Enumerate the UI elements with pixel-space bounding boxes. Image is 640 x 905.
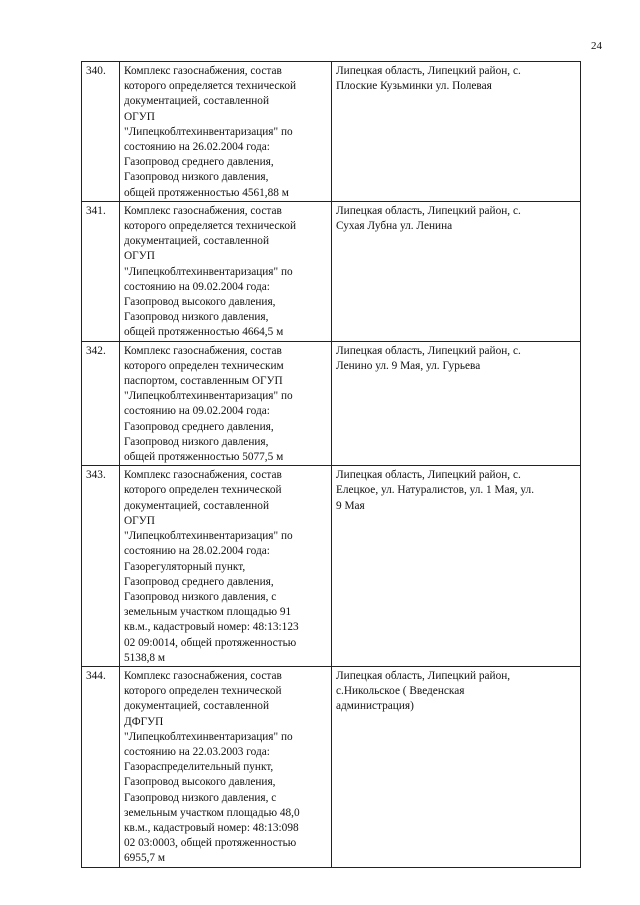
- table-row: [82, 666, 581, 867]
- text-line: состоянию на 09.02.2004 года:: [124, 280, 270, 293]
- text-line: "Липецкоблтехинвентаризация" по: [124, 125, 293, 138]
- object-address: [332, 201, 581, 341]
- page-number: 24: [591, 40, 602, 52]
- text-line: с.Никольское ( Введенская: [336, 685, 465, 698]
- text-line: общей протяженностью 4561,88 м: [124, 186, 289, 199]
- table-row: [82, 62, 581, 202]
- text-line: общей протяженностью 5077,5 м: [124, 451, 284, 464]
- text-line: документацией, составленной: [124, 700, 269, 713]
- object-address: [332, 62, 581, 202]
- object-description: [120, 666, 332, 867]
- text-line: документацией, составленной: [124, 499, 269, 512]
- object-description: [120, 466, 332, 667]
- table-row: [82, 341, 581, 466]
- text-line: "Липецкоблтехинвентаризация" по: [124, 265, 293, 278]
- text-line: Липецкая область, Липецкий район,: [336, 669, 511, 682]
- text-line: кв.м., кадастровый номер: 48:13:098: [124, 821, 299, 834]
- text-line: "Липецкоблтехинвентаризация" по: [124, 730, 293, 743]
- text-line: Комплекс газоснабжения, состав: [124, 344, 282, 357]
- table-row: [82, 466, 581, 667]
- row-number: 340.: [82, 62, 120, 202]
- text-line: земельным участком площадью 91: [124, 606, 292, 619]
- object-address: [332, 341, 581, 466]
- text-line: Газопровод высокого давления,: [124, 776, 276, 789]
- object-description: [120, 341, 332, 466]
- object-description: [120, 62, 332, 202]
- text-line: которого определен технической: [124, 685, 282, 698]
- text-line: 02 09:0014, общей протяженностью: [124, 636, 297, 649]
- text-line: Газопровод низкого давления, с: [124, 590, 277, 603]
- property-table: [81, 61, 581, 868]
- text-line: Елецкое, ул. Натуралистов, ул. 1 Мая, ул.: [336, 484, 535, 497]
- text-line: Газопровод среднего давления,: [124, 156, 274, 169]
- text-line: ОГУП: [124, 110, 155, 123]
- object-address: [332, 666, 581, 867]
- text-line: Газопровод низкого давления,: [124, 435, 269, 448]
- text-line: "Липецкоблтехинвентаризация" по: [124, 390, 293, 403]
- table-row: [82, 201, 581, 341]
- text-line: ОГУП: [124, 514, 155, 527]
- text-line: кв.м., кадастровый номер: 48:13:123: [124, 621, 299, 634]
- text-line: "Липецкоблтехинвентаризация" по: [124, 530, 293, 543]
- text-line: Липецкая область, Липецкий район, с.: [336, 344, 521, 357]
- object-description: [120, 201, 332, 341]
- row-number: 344.: [82, 666, 120, 867]
- text-line: которого определен технической: [124, 484, 282, 497]
- text-line: 02 03:0003, общей протяженностью: [124, 837, 297, 850]
- text-line: Газопровод среднего давления,: [124, 575, 274, 588]
- object-address: [332, 466, 581, 667]
- text-line: состоянию на 22.03.2003 года:: [124, 745, 270, 758]
- text-line: Липецкая область, Липецкий район, с.: [336, 65, 521, 77]
- text-line: 9 Мая: [336, 499, 365, 512]
- text-line: Ленино ул. 9 Мая, ул. Гурьева: [336, 359, 481, 372]
- text-line: Газопровод низкого давления,: [124, 171, 269, 184]
- text-line: Газопровод низкого давления, с: [124, 791, 277, 804]
- text-line: ДФГУП: [124, 715, 164, 728]
- text-line: документацией, составленной: [124, 235, 269, 248]
- text-line: Комплекс газоснабжения, состав: [124, 204, 282, 217]
- row-number: 342.: [82, 341, 120, 466]
- text-line: паспортом, составленным ОГУП: [124, 375, 283, 388]
- text-line: Комплекс газоснабжения, состав: [124, 669, 282, 682]
- text-line: Комплекс газоснабжения, состав: [124, 469, 282, 482]
- text-line: 6955,7 м: [124, 852, 166, 865]
- text-line: Липецкая область, Липецкий район, с.: [336, 469, 521, 482]
- text-line: Газопровод низкого давления,: [124, 311, 269, 324]
- text-line: которого определяется технической: [124, 220, 297, 233]
- text-line: состоянию на 09.02.2004 года:: [124, 405, 270, 418]
- text-line: документацией, составленной: [124, 95, 269, 108]
- table-body: [82, 62, 581, 868]
- text-line: которого определен техническим: [124, 359, 284, 372]
- row-number: 341.: [82, 201, 120, 341]
- text-line: состоянию на 26.02.2004 года:: [124, 141, 270, 154]
- text-line: администрация): [336, 700, 414, 713]
- text-line: Липецкая область, Липецкий район, с.: [336, 204, 521, 217]
- text-line: общей протяженностью 4664,5 м: [124, 326, 284, 339]
- text-line: Газорегуляторный пункт,: [124, 560, 246, 573]
- text-line: ОГУП: [124, 250, 155, 263]
- text-line: Сухая Лубна ул. Ленина: [336, 220, 453, 233]
- text-line: Плоские Кузьминки ул. Полевая: [336, 80, 492, 93]
- text-line: Газопровод высокого давления,: [124, 296, 276, 309]
- text-line: которого определяется технической: [124, 80, 297, 93]
- text-line: 5138,8 м: [124, 651, 166, 664]
- row-number: 343.: [82, 466, 120, 667]
- text-line: Газопровод среднего давления,: [124, 420, 274, 433]
- text-line: состоянию на 28.02.2004 года:: [124, 545, 270, 558]
- text-line: земельным участком площадью 48,0: [124, 806, 300, 819]
- text-line: Комплекс газоснабжения, состав: [124, 65, 282, 77]
- text-line: Газораспределительный пункт,: [124, 761, 274, 774]
